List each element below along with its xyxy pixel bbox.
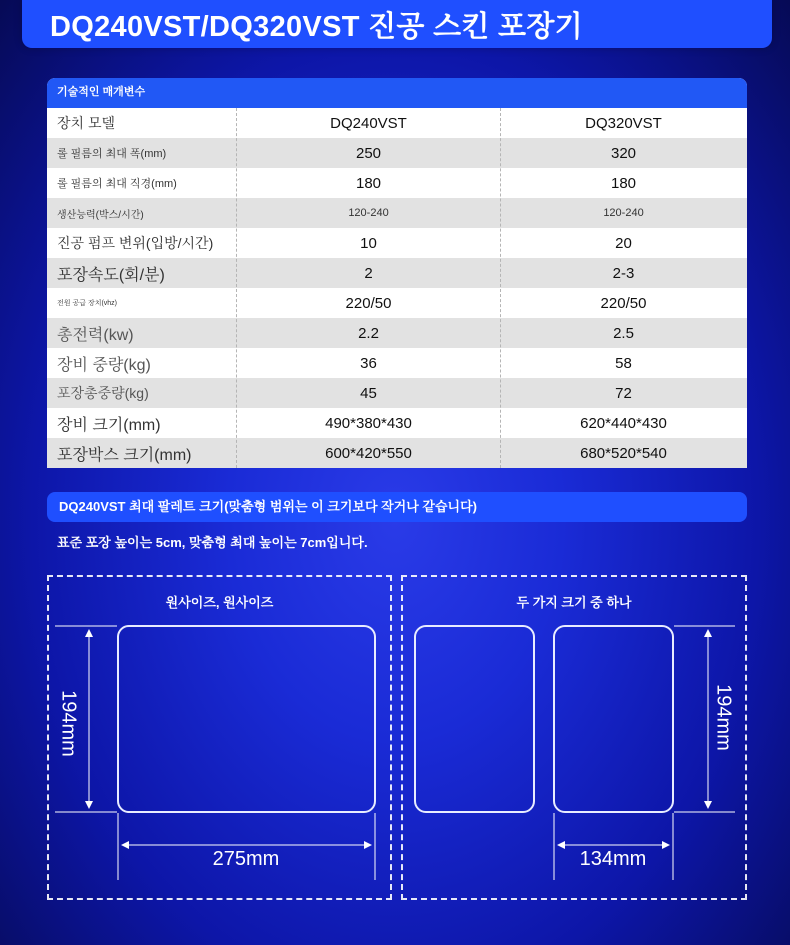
- spec-label: 생산능력(박스/시간): [57, 209, 144, 221]
- spec-value-dq320: 120-240: [603, 207, 644, 219]
- spec-value-dq320: 72: [615, 384, 632, 402]
- spec-label: 총전력(kw): [57, 326, 134, 344]
- spec-value-dq320: 680*520*540: [580, 444, 667, 462]
- right-width-dimension: 134mm: [579, 848, 647, 870]
- spec-value-dq320: 220/50: [600, 294, 647, 312]
- spec-table-header: 기술적인 매개변수: [47, 78, 747, 108]
- pallet-box-caption: 원사이즈, 원사이즈: [165, 595, 274, 610]
- pallet-height-note: 표준 포장 높이는 5cm, 맞춤형 최대 높이는 7cm입니다.: [57, 535, 368, 550]
- spec-label: 롤 필름의 최대 직경(mm): [57, 178, 177, 190]
- spec-value-dq240: 250: [355, 144, 382, 162]
- spec-label: 장치 모델: [57, 115, 115, 131]
- spec-value-dq320: 2.5: [613, 324, 634, 342]
- spec-value-dq240: 180: [355, 174, 382, 192]
- spec-label: 롤 필름의 최대 폭(mm): [57, 148, 167, 160]
- spec-value-dq240: 10: [360, 234, 377, 252]
- spec-label: 장비 크기(mm): [57, 416, 161, 434]
- spec-label: 전원 공급 장치(vhz): [57, 300, 118, 307]
- spec-value-dq320: DQ320VST: [585, 114, 662, 132]
- pallet-heading-bar: DQ240VST 최대 팔레트 크기(맞춤형 범위는 이 크기보다 작거나 같습니다): [47, 492, 747, 522]
- spec-value-dq240: DQ240VST: [330, 114, 407, 132]
- spec-value-dq320: 620*440*430: [580, 414, 667, 432]
- spec-label: 진공 펌프 변위(입방/시간): [57, 235, 214, 251]
- left-height-dimension: 194mm: [57, 690, 80, 757]
- pallet-box-caption: 두 가지 크기 중 하나: [516, 595, 632, 610]
- page-title: DQ240VST/DQ320VST 진공 스킨 포장기: [50, 11, 583, 43]
- spec-value-dq240: 36: [360, 354, 377, 372]
- spec-value-dq320: 2-3: [612, 264, 635, 282]
- left-width-dimension: 275mm: [212, 848, 280, 870]
- spec-value-dq240: 220/50: [345, 294, 392, 312]
- spec-label: 포장총중량(kg): [57, 385, 149, 401]
- spec-value-dq240: 2.2: [358, 324, 379, 342]
- spec-value-dq320: 180: [610, 174, 637, 192]
- spec-value-dq240: 120-240: [348, 207, 389, 219]
- spec-label: 장비 중량(kg): [57, 356, 151, 374]
- spec-value-dq320: 20: [615, 234, 632, 252]
- right-height-dimension: 194mm: [712, 684, 735, 751]
- spec-value-dq240: 2: [364, 264, 373, 282]
- spec-value-dq240: 600*420*550: [325, 444, 412, 462]
- spec-value-dq320: 58: [615, 354, 632, 372]
- spec-value-dq240: 490*380*430: [325, 414, 412, 432]
- spec-label: 포장속도(회/분): [57, 266, 165, 284]
- spec-value-dq240: 45: [360, 384, 377, 402]
- spec-value-dq320: 320: [610, 144, 637, 162]
- spec-label: 포장박스 크기(mm): [57, 446, 192, 464]
